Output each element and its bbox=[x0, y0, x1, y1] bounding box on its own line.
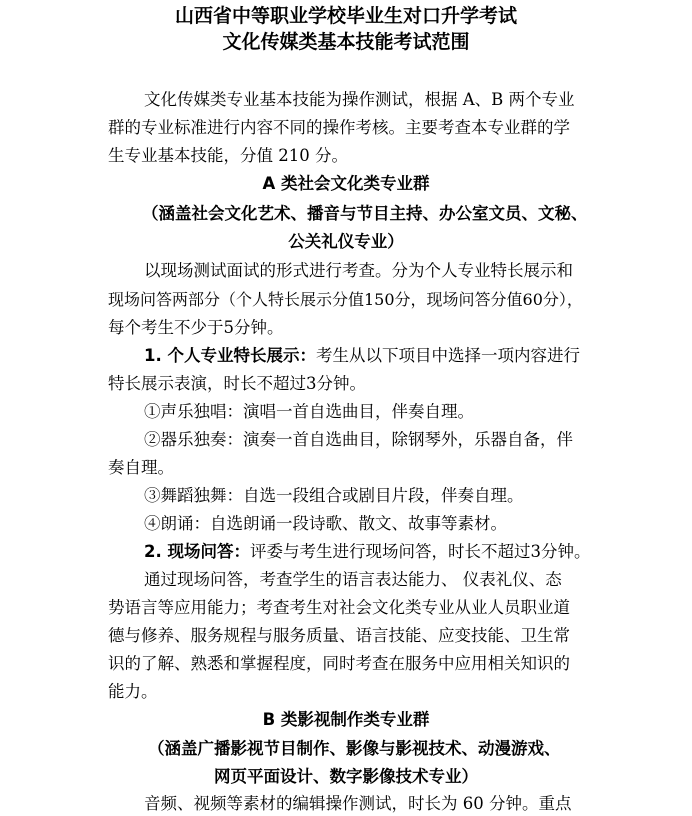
section-a-para1-line3: 每个考生不少于5分钟。 bbox=[108, 318, 284, 337]
section-a-item1 bbox=[144, 344, 684, 368]
section-a-heading: A 类社会文化类专业群 bbox=[262, 174, 430, 193]
section-a-item1-line2: 特长展示表演，时长不超过3分钟。 bbox=[108, 374, 366, 393]
section-b-para1-line1: 音频、视频等素材的编辑操作测试，时长为 60 分钟。重点 bbox=[144, 794, 572, 813]
section-a-sub2-line1: ②器乐独奏：演奏一首自选曲目，除钢琴外，乐器自备，伴 bbox=[144, 430, 573, 449]
doc-title-line2: 文化传媒类基本技能考试范围 bbox=[222, 31, 470, 53]
section-a-item2 bbox=[144, 540, 692, 564]
item1-text: 考生从以下项目中选择一项内容进行 bbox=[316, 346, 580, 365]
item1-label: 1. 个人专业特长展示： bbox=[144, 346, 316, 365]
section-b-heading: B 类影视制作类专业群 bbox=[262, 710, 430, 729]
section-a-sub2-line2: 奏自理。 bbox=[108, 458, 174, 477]
section-a-para2-line1: 通过现场问答，考查学生的语言表达能力、 仪表礼仪、态 bbox=[144, 570, 562, 589]
intro-line3: 生专业基本技能，分值 210 分。 bbox=[108, 146, 348, 165]
section-a-sub3: ③舞蹈独舞：自选一段组合或剧目片段，伴奏自理。 bbox=[144, 486, 524, 505]
section-a-para1-line1: 以现场测试面试的形式进行考查。分为个人专业特长展示和 bbox=[144, 261, 573, 280]
section-a-scope-line2: 公关礼仪专业） bbox=[288, 232, 404, 251]
section-a-para2-line2: 势语言等应用能力；考查考生对社会文化类专业从业人员职业道 bbox=[108, 598, 570, 617]
section-a-para1-line2: 现场问答两部分（个人特长展示分值150分，现场问答分值60分）， bbox=[108, 290, 583, 309]
section-b-scope-line2: 网页平面设计、数字影像技术专业） bbox=[214, 767, 478, 786]
section-a-para2-line4: 识的了解、熟悉和掌握程度，同时考查在服务中应用相关知识的 bbox=[108, 654, 570, 673]
section-b-scope-line1: （涵盖广播影视节目制作、影像与影视技术、动漫游戏、 bbox=[148, 739, 561, 758]
section-a-scope-line1: （涵盖社会文化艺术、播音与节目主持、办公室文员、文秘、 bbox=[142, 204, 588, 223]
item2-text: 评委与考生进行现场问答，时长不超过3分钟。 bbox=[250, 542, 591, 561]
section-a-para2-line5: 能力。 bbox=[108, 682, 158, 701]
section-a-para2-line3: 德与修养、服务规程与服务质量、语言技能、应变技能、卫生常 bbox=[108, 626, 570, 645]
section-a-sub4: ④朗诵：自选朗诵一段诗歌、散文、故事等素材。 bbox=[144, 514, 507, 533]
section-a-sub1: ①声乐独唱：演唱一首自选曲目，伴奏自理。 bbox=[144, 402, 474, 421]
item2-label: 2. 现场问答： bbox=[144, 542, 250, 561]
doc-title-line1: 山西省中等职业学校毕业生对口升学考试 bbox=[174, 5, 517, 27]
intro-line1: 文化传媒类专业基本技能为操作测试，根据 A、B 两个专业 bbox=[144, 90, 575, 109]
intro-line2: 群的专业标准进行内容不同的操作考核。主要考查本专业群的学 bbox=[108, 118, 570, 137]
